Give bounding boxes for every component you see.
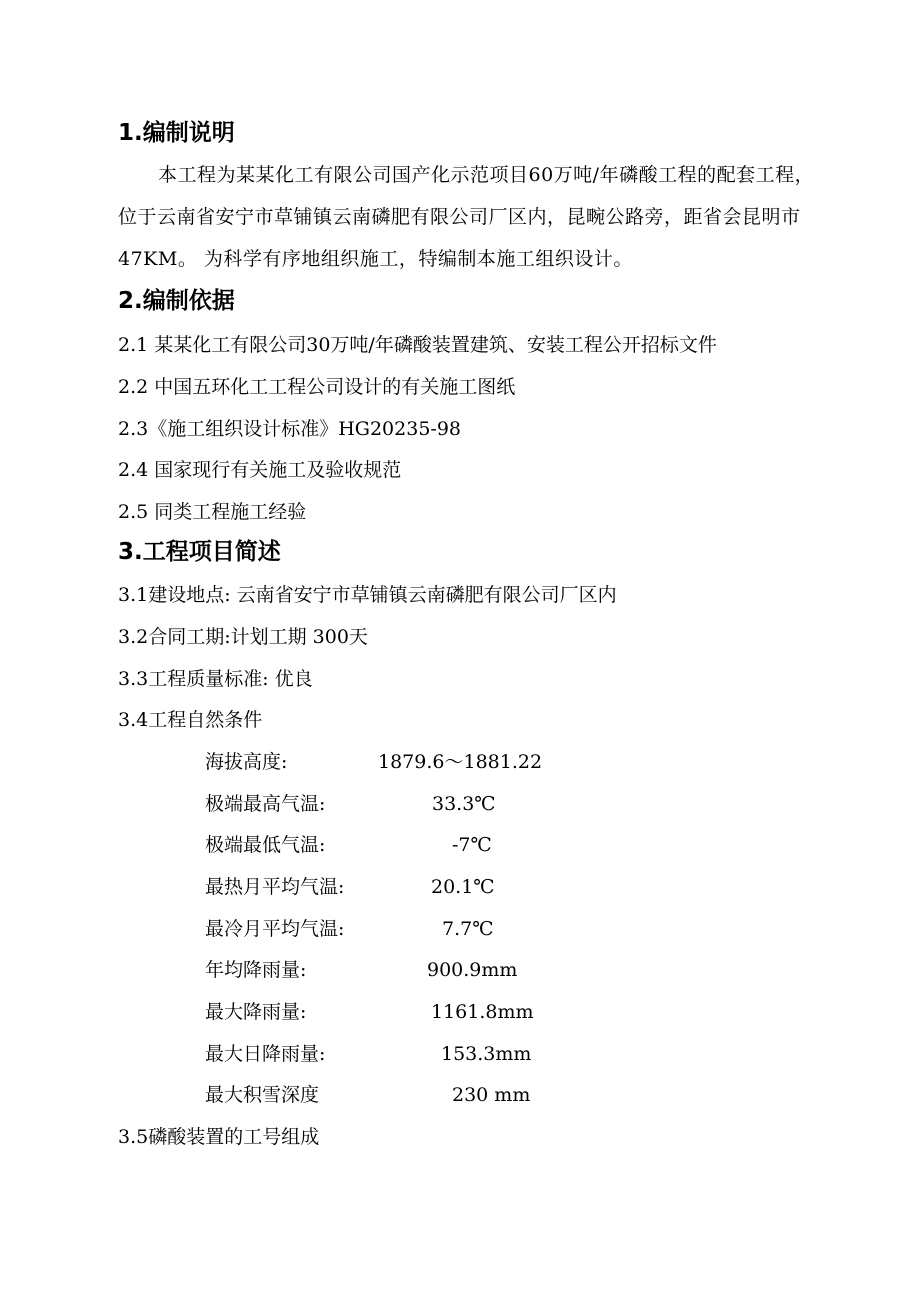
condition-row <box>205 916 605 942</box>
condition-row <box>205 1041 605 1067</box>
section-2-item-4: 2.4 国家现行有关施工及验收规范 <box>118 459 402 481</box>
section-2-item-2: 2.2 中国五环化工工程公司设计的有关施工图纸 <box>118 376 516 398</box>
condition-label: 最大积雪深度 <box>205 1084 320 1106</box>
condition-value: 33.3℃ <box>432 793 496 815</box>
condition-label: 最大降雨量: <box>205 1001 307 1023</box>
condition-value: 230 mm <box>452 1084 531 1106</box>
condition-value: 153.3mm <box>441 1043 532 1065</box>
section-2-item-1: 2.1 某某化工有限公司30万吨/年磷酸装置建筑、安装工程公开招标文件 <box>118 334 717 356</box>
section-2-item-5: 2.5 同类工程施工经验 <box>118 501 307 523</box>
section-3-item-5: 3.5磷酸装置的工号组成 <box>118 1126 320 1148</box>
condition-label: 极端最高气温: <box>205 793 326 815</box>
condition-row <box>205 749 605 775</box>
section-3-item-1: 3.1建设地点: 云南省安宁市草铺镇云南磷肥有限公司厂区内 <box>118 584 617 606</box>
section-1-paragraph: 本工程为某某化工有限公司国产化示范项目60万吨/年磷酸工程的配套工程，位于云南省安宁市草铺镇云南磷肥有限公司厂区内，昆畹公路旁，距省会昆明市47KM。 为科学有序地组织施工，特编制本施工组织设计。 <box>118 164 815 270</box>
condition-label: 年均降雨量: <box>205 959 307 981</box>
condition-label: 海拔高度: <box>205 751 288 773</box>
section-2-item-3: 2.3《施工组织设计标准》HG20235-98 <box>118 418 462 440</box>
section-3-item-4: 3.4工程自然条件 <box>118 709 263 731</box>
condition-value: -7℃ <box>452 834 492 856</box>
section-3-item-2: 3.2合同工期:计划工期 300天 <box>118 626 368 648</box>
condition-value: 20.1℃ <box>431 876 495 898</box>
condition-value: 1161.8mm <box>431 1001 534 1023</box>
condition-row <box>205 832 605 858</box>
condition-label: 最大日降雨量: <box>205 1043 326 1065</box>
condition-value: 1879.6～1881.22 <box>378 751 543 773</box>
section-2-heading: 2.编制依据 <box>118 288 235 314</box>
section-1-heading: 1.编制说明 <box>118 120 235 146</box>
condition-row <box>205 791 605 817</box>
condition-label: 极端最低气温: <box>205 834 326 856</box>
section-3-heading: 3.工程项目简述 <box>118 539 281 565</box>
section-3-item-3: 3.3工程质量标准: 优良 <box>118 668 313 690</box>
condition-row <box>205 999 605 1025</box>
condition-value: 900.9mm <box>427 959 518 981</box>
condition-label: 最热月平均气温: <box>205 876 345 898</box>
condition-label: 最冷月平均气温: <box>205 918 345 940</box>
condition-value: 7.7℃ <box>442 918 494 940</box>
condition-row <box>205 1082 605 1108</box>
condition-row <box>205 957 605 983</box>
condition-row <box>205 874 605 900</box>
